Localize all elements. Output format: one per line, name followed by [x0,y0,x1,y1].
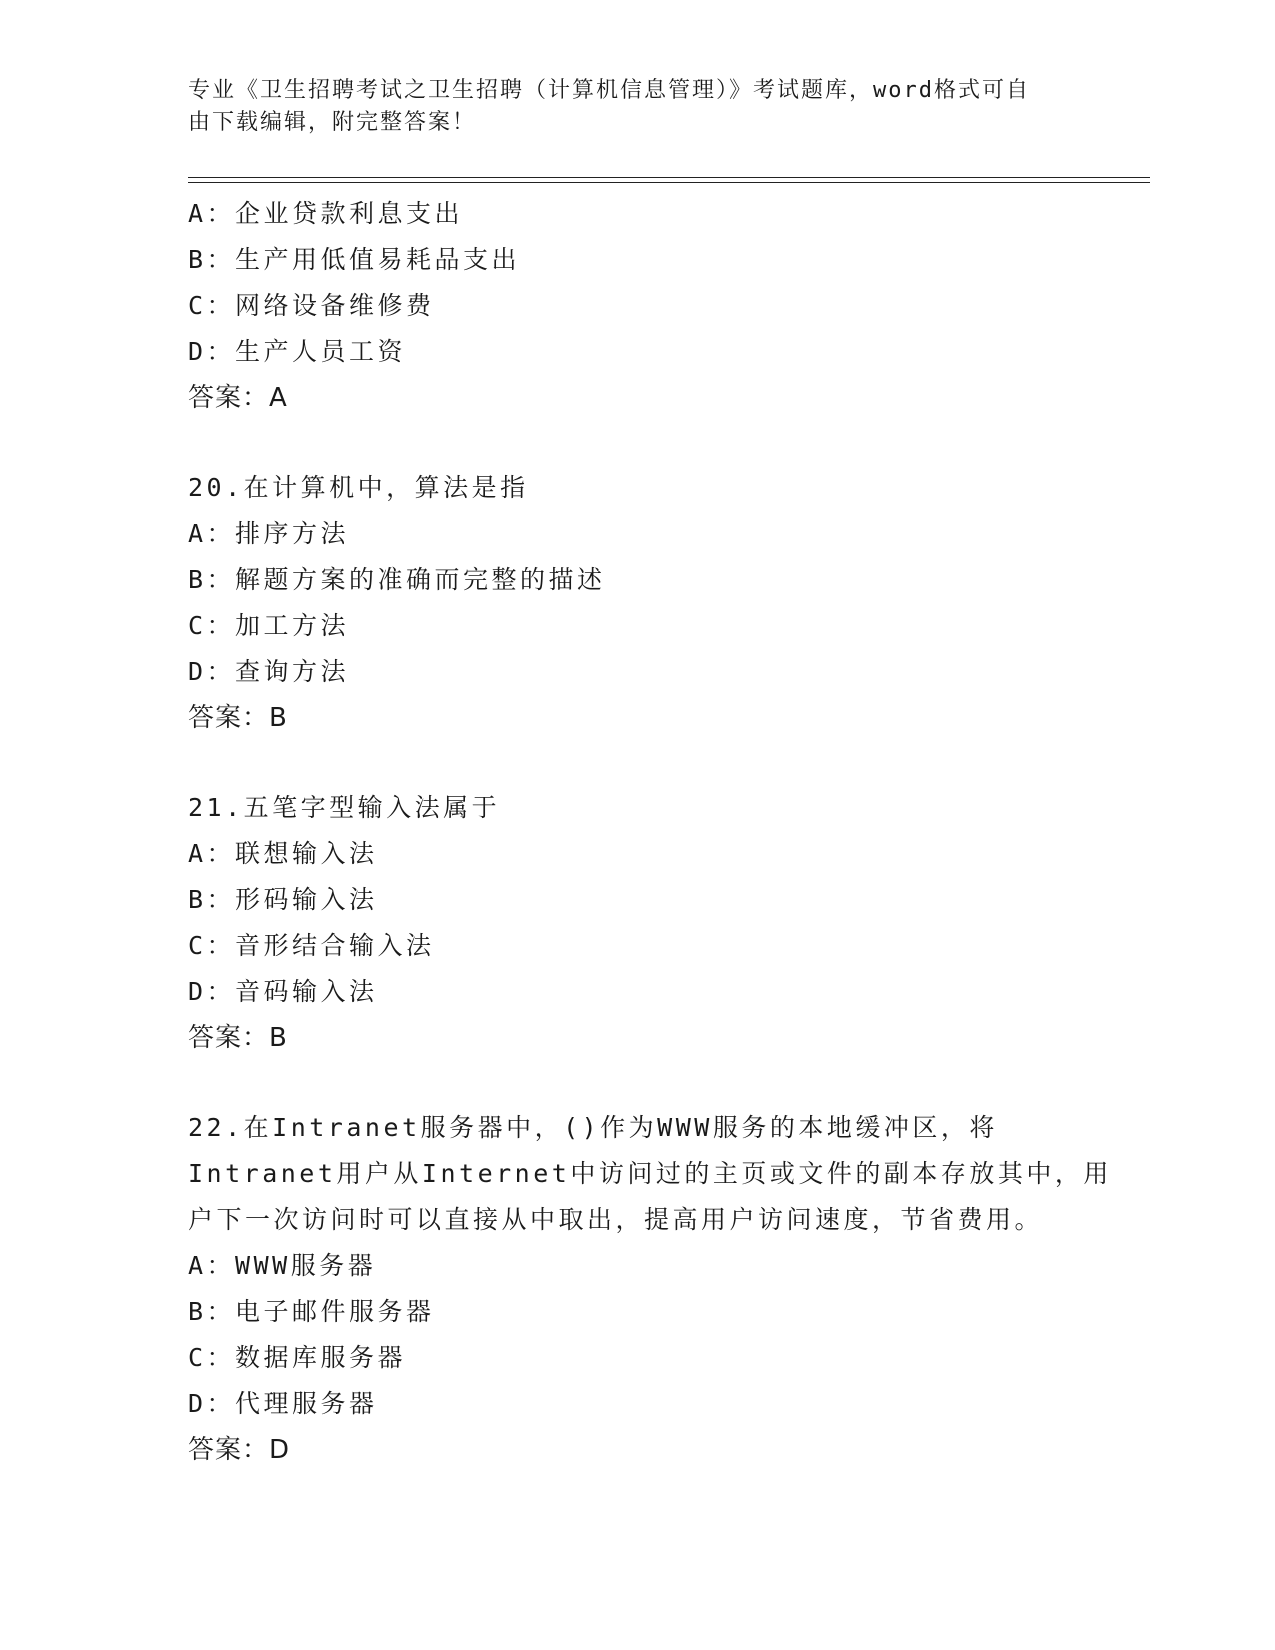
question-22 [188,1105,1112,1473]
question-text-line-2: Intranet用户从Internet中访问过的主页或文件的副本存放其中，用 [188,1159,1112,1188]
option-a: A：企业贷款利息支出 [188,199,464,228]
option-b: B：解题方案的准确而完整的描述 [188,565,606,594]
option-b: B：电子邮件服务器 [188,1297,435,1326]
header-divider-top [188,177,1150,178]
option-c: C：网络设备维修费 [188,291,435,320]
question-20 [188,465,1088,741]
spacer [188,421,1088,465]
question-19 [188,191,1088,421]
option-d: D：生产人员工资 [188,337,407,366]
answer-label: 答案：B [188,703,288,733]
answer-label: 答案：A [188,383,288,413]
spacer [188,741,1088,785]
option-c: C：加工方法 [188,611,350,640]
answer-label: 答案：B [188,1023,288,1053]
question-text: 20.在计算机中，算法是指 [188,473,529,502]
option-d: D：代理服务器 [188,1389,378,1418]
option-c: C：音形结合输入法 [188,931,435,960]
option-b: B：生产用低值易耗品支出 [188,245,521,274]
question-21 [188,785,1088,1061]
option-a: A：排序方法 [188,519,350,548]
header-line-1: 专业《卫生招聘考试之卫生招聘（计算机信息管理）》考试题库，word格式可自 [188,78,1030,103]
question-text-line-1: 22.在Intranet服务器中，()作为WWW服务的本地缓冲区，将 [188,1113,998,1142]
option-a: A：WWW服务器 [188,1251,377,1280]
question-text: 21.五笔字型输入法属于 [188,793,501,822]
question-list [188,191,1112,1473]
option-d: D：音码输入法 [188,977,378,1006]
question-text-line-3: 户下一次访问时可以直接从中取出，提高用户访问速度，节省费用。 [188,1205,1044,1234]
header-line-2: 由下载编辑，附完整答案！ [188,110,477,135]
header-divider-bottom [188,182,1150,183]
option-d: D：查询方法 [188,657,350,686]
document-header [188,75,1068,139]
answer-label: 答案：D [188,1435,291,1465]
option-c: C：数据库服务器 [188,1343,407,1372]
option-b: B：形码输入法 [188,885,378,914]
spacer [188,1061,1088,1105]
option-a: A：联想输入法 [188,839,378,868]
